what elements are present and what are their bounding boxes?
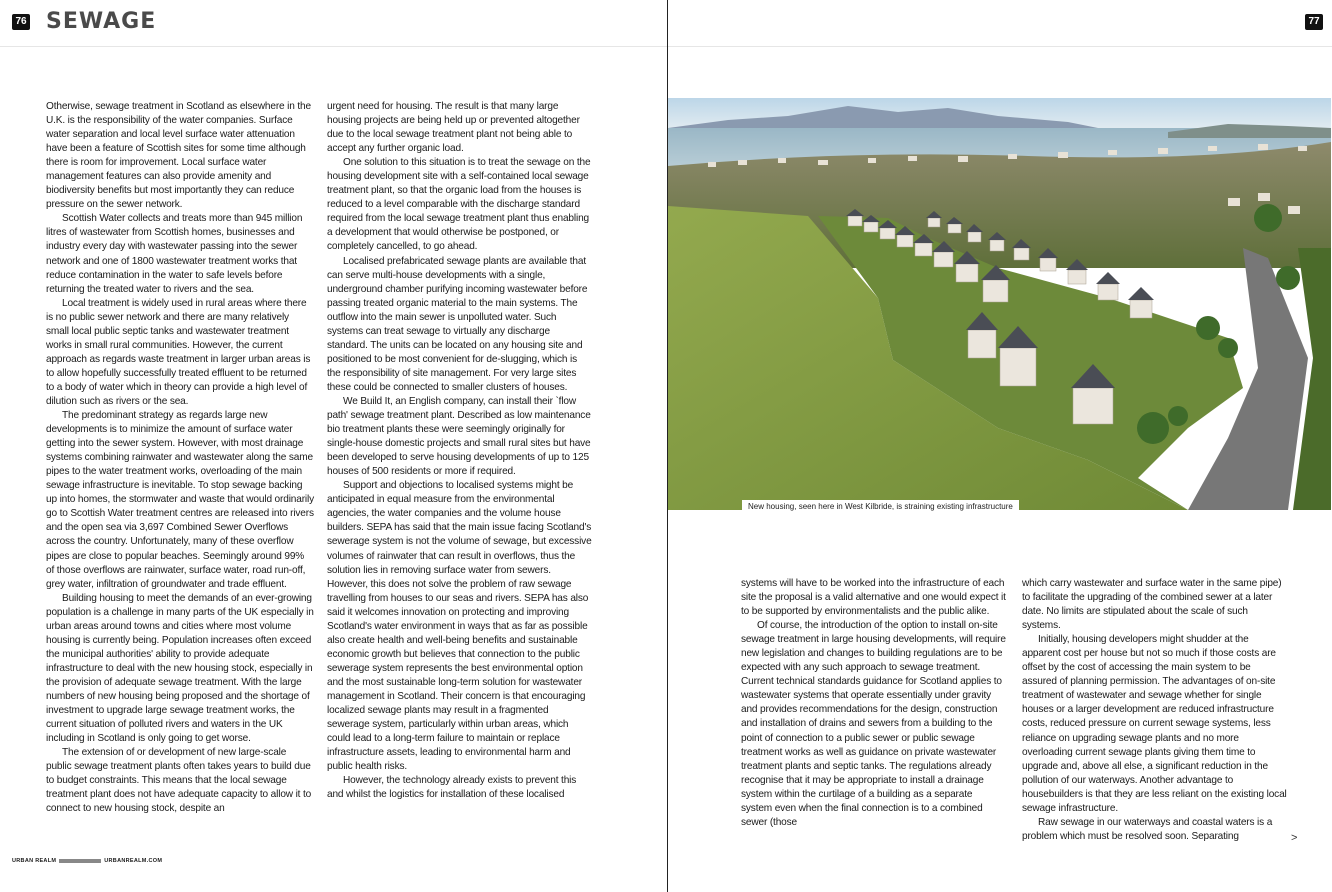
paragraph: systems will have to be worked into the infrastructure of each site the proposal is a valid alternative and one would expect it to be supported by environmentalists and the public alike. <box>741 578 1006 618</box>
footer-publication: URBAN REALM <box>12 858 57 864</box>
paragraph: The extension of or development of new large-scale public sewage treatment plants often takes years to build due to budget constraints. This means that the local sewage treatment plant does not have adequate capacity to allow it to connect to new housing stock, despite an <box>46 747 312 815</box>
body-column-3 <box>741 577 1006 830</box>
paragraph: The predominant strategy as regards large new developments is to minimize the amount of surface water getting into the sewer system. However, with most drainage systems combining rainwater and wastewater along the same pipes to the water treatment works, overloading of the main sewage infrastructure is inevitable. To stop sewage backing up into homes, the stormwater and waste that would ordinarily go to Scottish Water treatment centres are released into rivers and the open sea via 3,697 Combined Sewer Overflows across the country. Unfortunately, many of these overflow pipes are close to popular beaches. Seemingly around 99% of those overflows are rainwater, surface water, road run-off, grey water, infiltration of groundwater and trade effluent. <box>46 410 315 590</box>
paragraph: Raw sewage in our waterways and coastal waters is a problem which must be resolved soon. Separating <box>1022 816 1273 842</box>
paragraph: Of course, the introduction of the option to install on-site sewage treatment in large housing developments, will require new legislation and changes to building regulations are to be expected with any such approach to sewage treatment. Current technical standards guidance for Scotland applies to wastewater systems that operate essentially under gravity and provides recommendations for the design, construction and installation of drains and sewers from a building to the point of connection to a public sewer or public sewage treatment works as well as guidance on private wastewater treatment plants and septic tanks. The regulations already recognise that it may be appropriate to install a drainage system within the curtilage of a building as a separate system even when the final connection is to a combined sewer (those <box>741 620 1006 828</box>
left-header <box>0 0 667 47</box>
page-number-right: 77 <box>1305 14 1323 30</box>
paragraph: which carry wastewater and surface water in the same pipe) to facilitate the upgrading of the combined sewer at a later date. No limits are stipulated about the scale of such systems. <box>1022 578 1282 632</box>
housing-photo-illustration <box>668 98 1331 510</box>
next-page-arrow[interactable]: > <box>1291 832 1298 844</box>
paragraph: One solution to this situation is to treat the sewage on the housing development site with a self-contained local sewage treatment plant, so that the organic load from the houses is reduced to a level comparable with the discharge standard required from the local sewage treatment plant thus enabling a development that would otherwise be postponed, or completely cancelled, to go ahead. <box>327 157 591 253</box>
paragraph: Local treatment is widely used in rural areas where there is no public sewer network and there are many relatively small local public septic tanks and wastewater treatment works in small rural communities. However, the current approach as regards waste treatment in larger urban areas is to allow hopefully successfully treated effluent to be returned to a body of water which in theory can provide a high level of dilution such as rivers or the sea. <box>46 297 311 407</box>
paragraph: Building housing to meet the demands of an ever-growing population is a challenge in many parts of the UK especially in urban areas around towns and cities where most volume housing is currently being. Population increases often exceed the municipal authorities' ability to provide adequate infrastructure to deal with the new housing stock, especially in the provision of adequate sewage treatment. With the large numbers of new housing being proposed and the shortage of investment to upgrade large sewage treatment works, the current situation of polluted rivers and waters in the UK including in Scotland is only going to get worse. <box>46 592 314 745</box>
footer <box>12 858 162 864</box>
right-page <box>668 0 1332 892</box>
paragraph: Initially, housing developers might shudder at the apparent cost per house but not so much if those costs are offset by the cost of accessing the main system to be assured of planning permission. The advantages of on-site treatment of wastewater and sewage whether for single houses or a larger development are reduced infrastructure costs, reduced pressure on current sewage systems, less reliance on upgrading sewage plants and no more overloading current sewage plants giving them time to upgrade and, above all else, a significant reduction in the pollution of our waterways. Another advantage to housebuilders is that they are less reliant on the existing local sewage infrastructure. <box>1022 634 1287 814</box>
body-column-2 <box>327 100 593 802</box>
body-column-1 <box>46 100 314 816</box>
photo-caption: New housing, seen here in West Kilbride, is straining existing infrastructure <box>742 500 1019 513</box>
paragraph: Scottish Water collects and treats more than 945 million litres of wastewater from Scottish homes, businesses and industry every day with wastewater passing into the sewer network and one of 1800 wastewater treatment works that reduce contamination in the water to safe levels before returning the treated water to rivers and the sea. <box>46 213 303 295</box>
body-column-4 <box>1022 577 1288 844</box>
footer-bar <box>59 859 101 863</box>
page-number-left: 76 <box>12 14 30 30</box>
housing-photo <box>668 98 1331 510</box>
right-header <box>668 0 1332 47</box>
paragraph: However, the technology already exists to prevent this and whilst the logistics for installation of these localised <box>327 775 577 801</box>
footer-website: URBANREALM.COM <box>104 858 163 864</box>
paragraph: Support and objections to localised systems might be anticipated in equal measure from the environmental agencies, the water companies and the volume house builders. SEPA has said that the main issue facing Scotland's sewerage system is not the volume of sewage, but excessive volumes of rainwater that can result in overflows, thus the solution lies in removing surface water from sewers. However, this does not solve the problem of raw sewage travelling from houses to our seas and rivers. SEPA has also said it welcomes innovation on protecting and improving Scotland's water environment in ways that as far as possible also create health and well-being benefits and sustainable economic growth but believes that connection to the public sewerage system represents the best environmental option and the most sustainable long-term solution for wastewater management in Scotland. Their concern is that encouraging localized sewage plants may result in a fragmented sewerage system, particularly within urban areas, which could lead to a long-term failure to maintain or replace infrastructure assets, leading to environmental harm and public health risks. <box>327 480 592 773</box>
paragraph: Localised prefabricated sewage plants are available that can serve multi-house developments with a single, underground chamber purifying incoming wastewater before passing treated organic material to the main systems. The outflow into the main sewer is unpolluted water. Such systems can treat sewage to virtually any discharge standard. The units can be located on any housing site and positioned to be most convenient for de-slugging, which is the responsibility of site management. For very large sites these could be connected to smaller clusters of houses. <box>327 255 588 393</box>
paragraph: We Build It, an English company, can install their `flow path' sewage treatment plant. Described as low maintenance bio treatment plants these were seemingly originally for single-house domestic projects and small rural sites but have been developed to serve housing developments of up to 125 houses of 500 residents or more if required. <box>327 395 591 478</box>
section-title: SEWAGE <box>46 9 157 34</box>
paragraph: Otherwise, sewage treatment in Scotland as elsewhere in the U.K. is the responsibility of the water companies. Surface water separation and local level surface water attenuation have been a feature of Scottish sites for some time although there is room for improvement. Local surface water management features can also provide amenity and biodiversity benefits but most importantly they can reduce pressure on the sewer network. <box>46 101 311 211</box>
paragraph: urgent need for housing. The result is that many large housing projects are being held up or prevented altogether due to the local sewage treatment plant not being able to accept any further organic load. <box>327 101 580 155</box>
